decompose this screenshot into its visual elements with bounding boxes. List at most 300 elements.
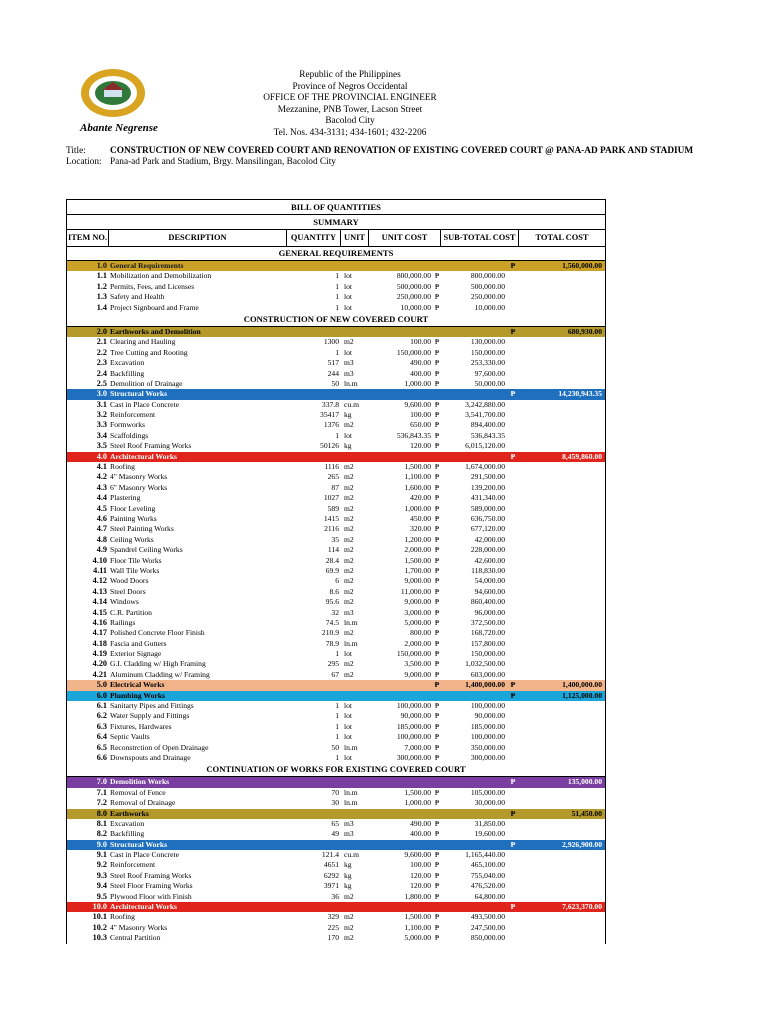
table-row: [67, 732, 605, 742]
description: Removal of Drainage: [110, 798, 176, 808]
description: Steel Doors: [110, 586, 146, 596]
sub-total: 42,000.00: [474, 534, 505, 544]
total-cost: [519, 597, 605, 607]
quantity: 1: [335, 649, 339, 659]
col-unit: UNIT: [341, 230, 369, 246]
unit: cu.m: [344, 399, 359, 409]
description: Roofing: [110, 912, 135, 922]
item-no: 4.20: [92, 659, 107, 669]
total-cost: [519, 379, 605, 389]
total-cost: [519, 292, 605, 302]
col-description: DESCRIPTION: [109, 230, 287, 246]
letterhead-line: Province of Negros Occidental: [292, 81, 408, 92]
peso-sign: ₱: [434, 358, 440, 368]
total-cost: [519, 881, 605, 891]
unit: ln.m: [344, 617, 358, 627]
unit-cost: 150,000.00: [396, 347, 431, 357]
table-row: [67, 871, 605, 881]
total-cost: 14,230,943.35: [558, 389, 602, 399]
peso-sign: [507, 472, 519, 482]
item-no: 7.0: [96, 777, 107, 787]
quantity: 3971: [323, 881, 339, 891]
peso-sign: [507, 618, 519, 628]
unit: m2: [344, 565, 354, 575]
peso-sign: ₱: [434, 462, 440, 472]
peso-sign: [507, 701, 519, 711]
sub-total: 603,000.00: [470, 669, 505, 679]
unit: cu.m: [344, 850, 359, 860]
peso-sign: ₱: [434, 607, 440, 617]
peso-sign: [433, 389, 441, 399]
table-row: [67, 514, 605, 524]
table-row: [67, 912, 605, 922]
bill-of-quantities-table: [66, 199, 606, 944]
item-no: 9.5: [96, 891, 107, 901]
total-cost: [519, 566, 605, 576]
unit-cost: 120.00: [410, 870, 431, 880]
total-cost: [519, 358, 605, 368]
table-row: [67, 798, 605, 808]
unit-cost: 120.00: [410, 441, 431, 451]
description: Painting Works: [110, 513, 157, 523]
peso-sign: ₱: [434, 410, 440, 420]
peso-sign: ₱: [434, 818, 440, 828]
unit-cost: 500,000.00: [396, 281, 431, 291]
description: Tree Cutting and Rooting: [110, 347, 188, 357]
total-cost: 1,125,000.00: [562, 690, 602, 700]
category-name: Earthworks: [110, 808, 149, 818]
quantity: 4651: [323, 860, 339, 870]
category-row: [67, 261, 605, 271]
sub-total: 465,100.00: [470, 860, 505, 870]
sub-total: 185,000.00: [470, 721, 505, 731]
table-row: [67, 271, 605, 281]
quantity: 589: [327, 503, 339, 513]
table-row: [67, 292, 605, 302]
unit: [341, 261, 369, 271]
sub-total: 100,000.00: [470, 701, 505, 711]
peso-sign: [507, 743, 519, 753]
unit: [341, 327, 369, 337]
unit-cost: 90,000.00: [400, 711, 431, 721]
peso-sign: [507, 860, 519, 870]
unit-cost: 100.00: [410, 410, 431, 420]
description: Sanitarty Pipes and Fittings: [110, 701, 194, 711]
unit-cost: 450.00: [410, 513, 431, 523]
unit-cost: [369, 327, 433, 337]
category-name: Structural Works: [110, 389, 168, 399]
total-cost: [519, 628, 605, 638]
peso-sign: ₱: [510, 777, 516, 787]
total-cost: 51,450.00: [571, 808, 602, 818]
sub-total: 636,750.00: [470, 513, 505, 523]
unit-cost: [369, 809, 433, 819]
description: Aluminum Cladding w/ Framing: [110, 669, 210, 679]
quantity: 337.8: [321, 399, 339, 409]
description: Floor Leveling: [110, 503, 156, 513]
item-no: 6.3: [96, 721, 107, 731]
item-no: 8.2: [96, 829, 107, 839]
table-row: [67, 618, 605, 628]
table-row: [67, 545, 605, 555]
sub-total: [441, 261, 507, 271]
sub-total: [441, 840, 507, 850]
document-header: [0, 0, 768, 140]
sub-total: 500,000.00: [470, 281, 505, 291]
unit: lot: [344, 649, 353, 659]
table-row: [67, 441, 605, 451]
unit: kg: [344, 441, 352, 451]
quantity: [287, 902, 341, 912]
sub-total: 90,000.00: [474, 711, 505, 721]
quantity: [287, 327, 341, 337]
sub-total: 372,500.00: [470, 617, 505, 627]
description: Exterior Signage: [110, 649, 162, 659]
unit: [341, 691, 369, 701]
unit-cost: 5,000.00: [404, 617, 431, 627]
quantity: 1116: [324, 462, 339, 472]
table-row: [67, 410, 605, 420]
sub-total: 94,600.00: [474, 586, 505, 596]
category-name: Demolition Works: [110, 777, 170, 787]
sub-total: 139,200.00: [470, 482, 505, 492]
unit: m2: [344, 482, 354, 492]
peso-sign: ₱: [434, 891, 440, 901]
peso-sign: ₱: [434, 659, 440, 669]
item-no: 4.7: [96, 524, 107, 534]
unit-cost: 3,500.00: [404, 659, 431, 669]
quantity: 1: [335, 281, 339, 291]
item-no: 4.11: [93, 565, 107, 575]
unit: m3: [344, 829, 354, 839]
unit-cost: 320.00: [410, 524, 431, 534]
quantity: 1: [335, 752, 339, 762]
peso-sign: ₱: [434, 680, 440, 690]
description: Wall Tile Works: [110, 565, 160, 575]
quantity: 1376: [323, 420, 339, 430]
table-row: [67, 379, 605, 389]
unit: m2: [344, 555, 354, 565]
total-cost: [519, 798, 605, 808]
total-cost: [519, 282, 605, 292]
quantity: 1300: [323, 337, 339, 347]
quantity: 87: [331, 482, 339, 492]
category-row: [67, 389, 605, 399]
unit-cost: 9,600.00: [404, 850, 431, 860]
title-label: Title:: [66, 146, 86, 156]
quantity: [287, 261, 341, 271]
description: 4" Masonry Works: [110, 922, 168, 932]
peso-sign: ₱: [434, 576, 440, 586]
letterhead-line: Bacolod City: [325, 116, 375, 127]
quantity: 49: [331, 829, 339, 839]
peso-sign: ₱: [434, 534, 440, 544]
item-no: 6.1: [96, 701, 107, 711]
quantity: 95.6: [325, 597, 339, 607]
unit: [341, 902, 369, 912]
quantity: [287, 389, 341, 399]
unit: m2: [344, 462, 354, 472]
quantity: 1415: [323, 513, 339, 523]
total-cost: [519, 608, 605, 618]
unit-cost: 100,000.00: [396, 701, 431, 711]
item-no: 3.1: [96, 399, 107, 409]
unit-cost: 1,100.00: [404, 472, 431, 482]
description: Ceiling Works: [110, 534, 154, 544]
unit-cost: [369, 452, 433, 462]
quantity: 50126: [320, 441, 339, 451]
sub-total: 105,000.00: [470, 787, 505, 797]
boq-heading-text: BILL OF QUANTITIES: [291, 202, 381, 212]
peso-sign: [507, 493, 519, 503]
item-no: 4.0: [96, 451, 107, 461]
quantity: 170: [327, 933, 339, 943]
total-cost: [519, 576, 605, 586]
table-row: [67, 597, 605, 607]
peso-sign: [507, 441, 519, 451]
unit: m2: [344, 628, 354, 638]
col-total: TOTAL COST: [535, 233, 589, 242]
peso-sign: ₱: [434, 399, 440, 409]
peso-sign: ₱: [510, 389, 516, 399]
unit: lot: [344, 281, 353, 291]
category-name: Structural Works: [110, 839, 168, 849]
total-cost: [519, 753, 605, 763]
sub-total: 300,000.00: [470, 752, 505, 762]
unit-cost: 800.00: [410, 628, 431, 638]
unit: lot: [344, 302, 353, 312]
total-cost: [519, 871, 605, 881]
quantity: 1: [335, 711, 339, 721]
unit-cost: 9,600.00: [404, 399, 431, 409]
peso-sign: [507, 711, 519, 721]
peso-sign: ₱: [434, 271, 440, 281]
quantity: 210.9: [321, 628, 339, 638]
unit-cost: [369, 389, 433, 399]
table-row: [67, 504, 605, 514]
peso-sign: [507, 597, 519, 607]
column-headers: [67, 230, 605, 247]
peso-sign: ₱: [510, 261, 516, 270]
peso-sign: [507, 524, 519, 534]
peso-sign: ₱: [434, 870, 440, 880]
peso-sign: [507, 639, 519, 649]
col-sub-total: SUB-TOTAL COST: [441, 230, 519, 246]
peso-sign: [433, 261, 441, 271]
table-row: [67, 881, 605, 891]
quantity: 69.9: [325, 565, 339, 575]
category-name: Electrical Works: [110, 680, 165, 690]
quantity: 50: [331, 742, 339, 752]
description: Safety and Health: [110, 292, 165, 302]
peso-sign: ₱: [434, 503, 440, 513]
peso-sign: ₱: [510, 839, 516, 849]
total-cost: [519, 711, 605, 721]
unit: m2: [344, 337, 354, 347]
peso-sign: [507, 608, 519, 618]
description: Plastering: [110, 493, 141, 503]
item-no: 2.0: [96, 326, 107, 336]
item-no: 9.0: [96, 839, 107, 849]
unit-cost: [369, 691, 433, 701]
description: Steel Painting Works: [110, 524, 174, 534]
letterhead-line: Tel. Nos. 434-3131; 434-1601; 432-2206: [273, 127, 427, 138]
unit: m2: [344, 513, 354, 523]
item-no: 9.3: [96, 870, 107, 880]
section-title: CONSTRUCTION OF NEW COVERED COURT: [67, 313, 605, 327]
category-name: Earthworks and Demolition: [110, 326, 201, 336]
quantity: 265: [327, 472, 339, 482]
quantity: 70: [331, 787, 339, 797]
unit: [341, 680, 369, 690]
unit-cost: 1,700.00: [404, 565, 431, 575]
description: Windows: [110, 597, 139, 607]
unit-cost: 10,000.00: [400, 302, 431, 312]
sub-total: [441, 452, 507, 462]
sub-total: 118,830.00: [471, 565, 505, 575]
peso-sign: ₱: [434, 711, 440, 721]
total-cost: [519, 462, 605, 472]
unit-cost: 1,000.00: [404, 503, 431, 513]
peso-sign: ₱: [434, 638, 440, 648]
sub-total: [441, 809, 507, 819]
unit: lot: [344, 711, 353, 721]
peso-sign: [433, 902, 441, 912]
table-row: [67, 462, 605, 472]
peso-sign: [433, 840, 441, 850]
peso-sign: ₱: [434, 513, 440, 523]
quantity: 65: [331, 818, 339, 828]
sub-total: 3,242,880.00: [465, 399, 505, 409]
sub-total: 50,000.00: [474, 378, 505, 388]
unit: m3: [344, 607, 354, 617]
description: Steel Roof Framing Works: [110, 441, 192, 451]
letterhead: [220, 70, 480, 140]
unit-cost: 2,000.00: [404, 545, 431, 555]
quantity: 30: [331, 798, 339, 808]
item-no: 6.2: [96, 711, 107, 721]
description: Steel Floor Framing Works: [110, 881, 193, 891]
unit-cost: 100.00: [410, 860, 431, 870]
item-no: 2.4: [96, 368, 107, 378]
unit: kg: [344, 860, 352, 870]
quantity: 1027: [323, 493, 339, 503]
total-cost: 8,459,860.00: [562, 451, 602, 461]
unit: lot: [344, 701, 353, 711]
item-no: 6.4: [96, 732, 107, 742]
sub-total: 755,040.00: [470, 870, 505, 880]
table-row: [67, 420, 605, 430]
peso-sign: [507, 722, 519, 732]
location-label: Location:: [66, 157, 102, 167]
unit-cost: 1,500.00: [404, 787, 431, 797]
peso-sign: [507, 410, 519, 420]
unit: kg: [344, 870, 352, 880]
sub-total: [441, 902, 507, 912]
total-cost: [519, 912, 605, 922]
letterhead-line: OFFICE OF THE PROVINCIAL ENGINEER: [263, 93, 437, 104]
description: 6" Masonry Works: [110, 482, 168, 492]
peso-sign: [433, 452, 441, 462]
item-no: 10.3: [92, 933, 107, 943]
peso-sign: [507, 871, 519, 881]
sub-total: 253,330.00: [470, 358, 505, 368]
sub-total: 97,600.00: [474, 368, 505, 378]
description: Reinforcement: [110, 410, 156, 420]
item-no: 1.2: [96, 281, 107, 291]
category-row: [67, 902, 605, 912]
table-row: [67, 711, 605, 721]
description: Reinforcement: [110, 860, 156, 870]
sub-total: 677,120.00: [470, 524, 505, 534]
table-row: [67, 892, 605, 902]
table-row: [67, 608, 605, 618]
unit: m2: [344, 534, 354, 544]
sub-total: 860,400.00: [470, 597, 505, 607]
item-no: 1.0: [96, 261, 107, 270]
total-cost: [519, 545, 605, 555]
peso-sign: ₱: [434, 597, 440, 607]
location-row: [66, 157, 726, 168]
quantity: 8.6: [329, 586, 339, 596]
peso-sign: [507, 271, 519, 281]
peso-sign: [507, 933, 519, 943]
category-row: [67, 777, 605, 787]
description: Water Supply and Fittings: [110, 711, 190, 721]
table-row: [67, 639, 605, 649]
unit: m2: [344, 597, 354, 607]
total-cost: [519, 337, 605, 347]
unit-cost: [369, 902, 433, 912]
item-no: 6.0: [96, 690, 107, 700]
unit-cost: [369, 680, 433, 690]
item-no: 7.2: [96, 798, 107, 808]
unit-cost: 100,000.00: [396, 732, 431, 742]
description: Septic Vaults: [110, 732, 150, 742]
unit: m2: [344, 586, 354, 596]
quantity: 1: [335, 701, 339, 711]
item-no: 7.1: [96, 787, 107, 797]
sub-total: 800,000.00: [470, 271, 505, 281]
table-row: [67, 670, 605, 680]
unit: [341, 777, 369, 787]
quantity: 517: [327, 358, 339, 368]
item-no: 3.5: [96, 441, 107, 451]
unit: lot: [344, 752, 353, 762]
unit-cost: 1,500.00: [404, 912, 431, 922]
description: Wood Doors: [110, 576, 149, 586]
total-cost: [519, 472, 605, 482]
table-row: [67, 923, 605, 933]
item-no: 4.1: [96, 462, 107, 472]
sub-total: 291,500.00: [470, 472, 505, 482]
unit-cost: 9,000.00: [404, 669, 431, 679]
peso-sign: [507, 535, 519, 545]
unit-cost: [369, 840, 433, 850]
unit-cost: 250,000.00: [396, 292, 431, 302]
peso-sign: ₱: [434, 493, 440, 503]
table-row: [67, 587, 605, 597]
total-cost: [519, 369, 605, 379]
sub-total: 64,800.00: [474, 891, 505, 901]
peso-sign: ₱: [434, 524, 440, 534]
item-no: 2.1: [96, 337, 107, 347]
peso-sign: ₱: [510, 680, 516, 690]
unit-cost: 650.00: [410, 420, 431, 430]
unit: m2: [344, 545, 354, 555]
unit: m3: [344, 358, 354, 368]
total-cost: [519, 860, 605, 870]
